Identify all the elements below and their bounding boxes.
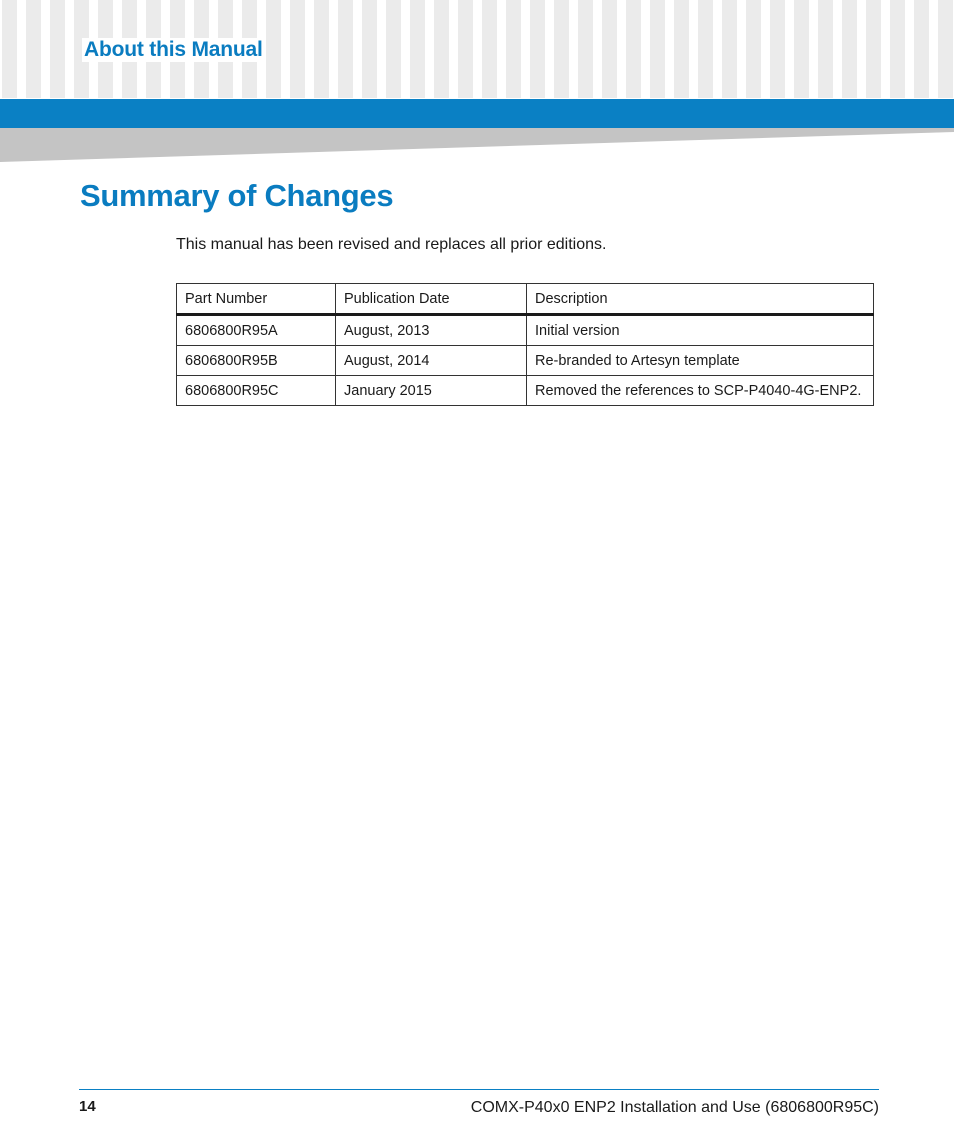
publication-date-cell: August, 2013 [336,315,527,346]
page-number: 14 [79,1098,96,1115]
publication-date-cell: January 2015 [336,376,527,406]
header-gray-wedge [0,128,954,164]
column-header-description: Description [527,284,874,315]
table-header-row [177,284,874,315]
part-number-cell: 6806800R95C [177,376,336,406]
part-number-cell: 6806800R95B [177,346,336,376]
description-cell: Removed the references to SCP-P4040-4G-ENP2. [527,376,874,406]
description-cell: Initial version [527,315,874,346]
publication-date-cell: August, 2014 [336,346,527,376]
table-row [177,346,874,376]
revision-history-table [176,283,874,406]
column-header-publication-date: Publication Date [336,284,527,315]
table-row [177,376,874,406]
column-header-part-number: Part Number [177,284,336,315]
description-cell: Re-branded to Artesyn template [527,346,874,376]
page-title: Summary of Changes [80,178,394,213]
part-number-cell: 6806800R95A [177,315,336,346]
table-row [177,315,874,346]
section-title: About this Manual [84,38,263,61]
intro-paragraph: This manual has been revised and replaces all prior editions. [176,236,607,253]
footer-divider [79,1089,879,1090]
header-blue-band [0,99,954,128]
footer-document-title: COMX-P40x0 ENP2 Installation and Use (6806800R95C) [470,1099,879,1116]
